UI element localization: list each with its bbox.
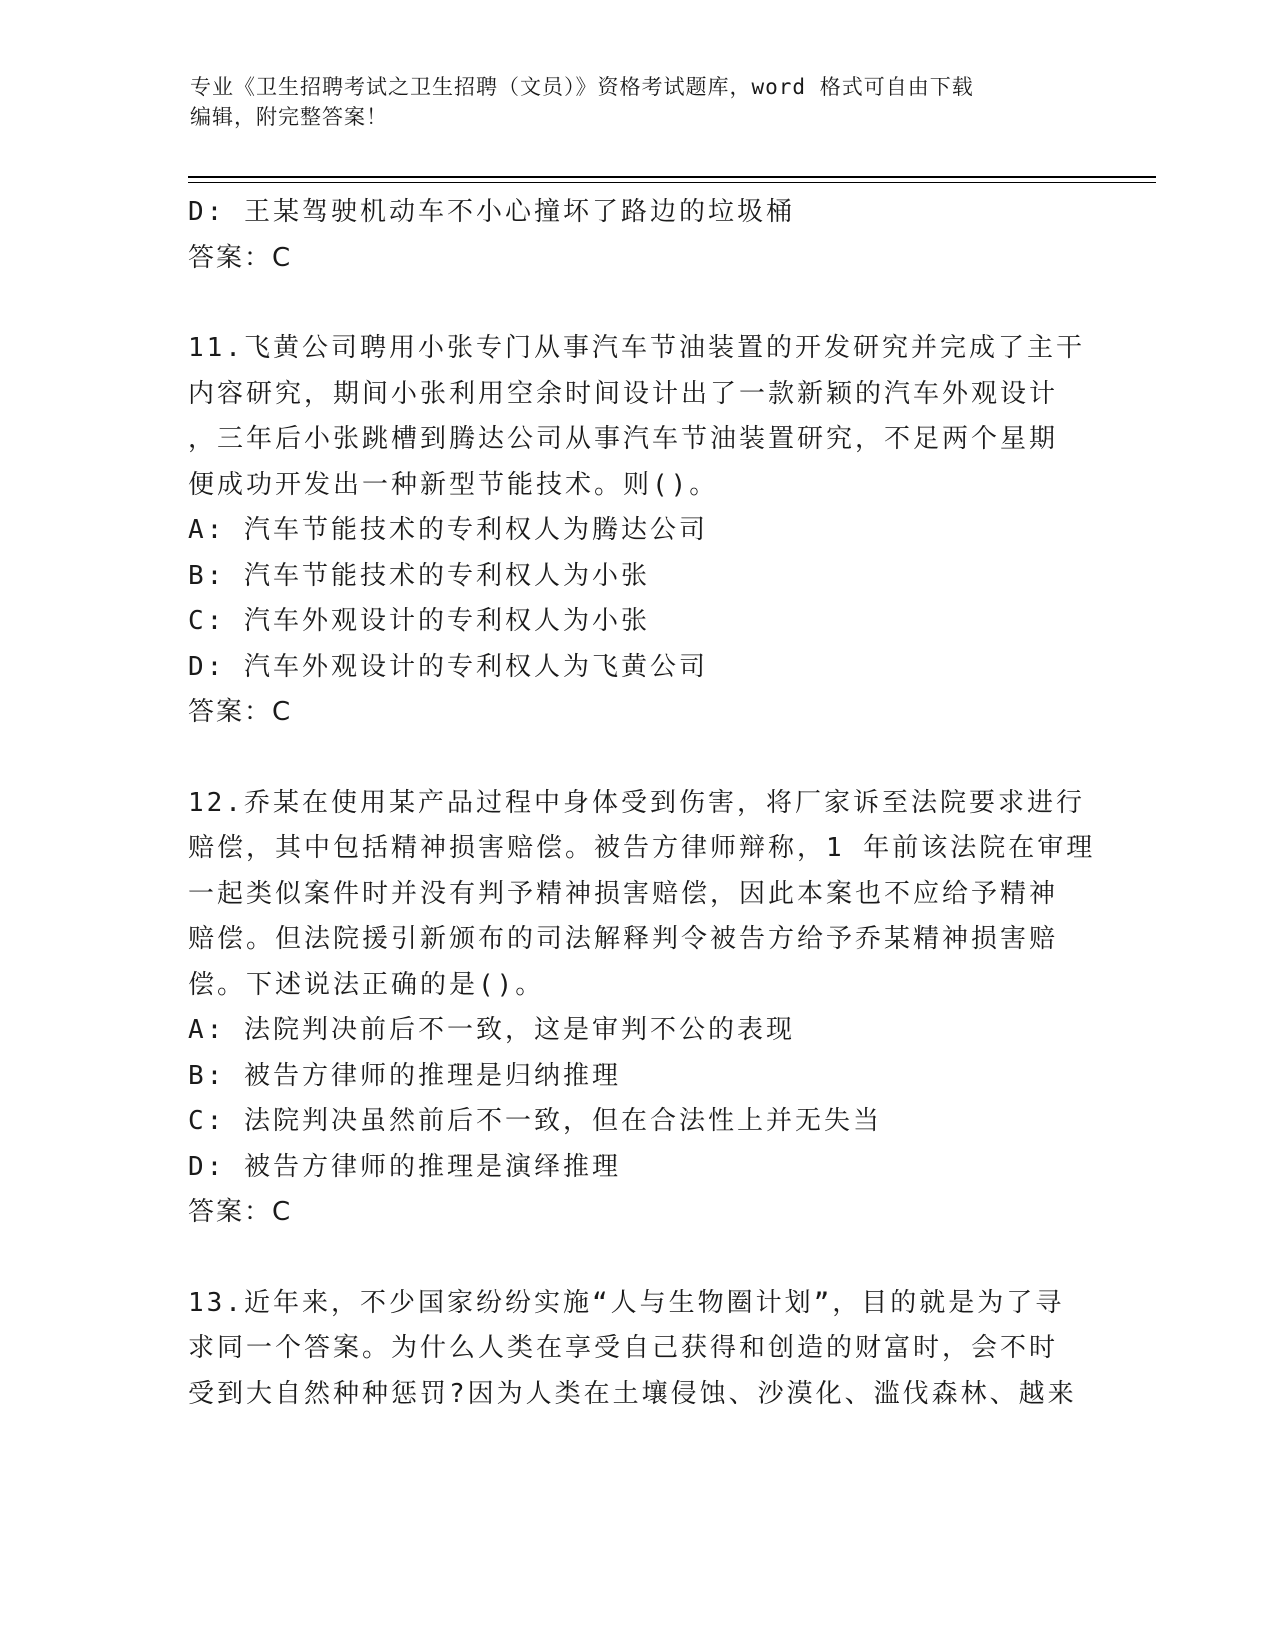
q11-stem-line: ，三年后小张跳槽到腾达公司从事汽车节油装置研究，不足两个星期 bbox=[188, 424, 1059, 454]
q12-option-c: C: 法院判决虽然前后不一致，但在合法性上并无失当 bbox=[188, 1106, 882, 1136]
q11-stem-line: 便成功开发出一种新型节能技术。则()。 bbox=[188, 469, 719, 500]
q11-answer: 答案：C bbox=[188, 697, 293, 727]
q11-stem-line: 内容研究，期间小张利用空余时间设计出了一款新颖的汽车外观设计 bbox=[188, 378, 1059, 409]
q12-stem-line: 12.乔某在使用某产品过程中身体受到伤害，将厂家诉至法院要求进行 bbox=[188, 787, 1085, 818]
q11-option-c: C: 汽车外观设计的专利权人为小张 bbox=[188, 606, 650, 636]
header-line-2: 编辑，附完整答案！ bbox=[190, 105, 388, 129]
q10-option-d: D: 王某驾驶机动车不小心撞坏了路边的垃圾桶 bbox=[188, 197, 795, 227]
q12-option-a: A: 法院判决前后不一致，这是审判不公的表现 bbox=[188, 1015, 795, 1045]
q12-stem-line: 偿。下述说法正确的是()。 bbox=[188, 969, 545, 1000]
q13-stem-line: 求同一个答案。为什么人类在享受自己获得和创造的财富时，会不时 bbox=[188, 1333, 1059, 1363]
q13-stem-line: 受到大自然种种惩罚?因为人类在土壤侵蚀、沙漠化、滥伐森林、越来 bbox=[188, 1378, 1077, 1409]
q12-stem-line: 一起类似案件时并没有判予精神损害赔偿，因此本案也不应给予精神 bbox=[188, 878, 1059, 909]
q12-option-b: B: 被告方律师的推理是归纳推理 bbox=[188, 1060, 621, 1091]
document-header bbox=[190, 72, 1090, 132]
header-divider-thin bbox=[188, 182, 1156, 183]
header-line-1: 专业《卫生招聘考试之卫生招聘（文员）》资格考试题库，word 格式可自由下载 bbox=[190, 75, 974, 99]
question-12 bbox=[188, 781, 1096, 1236]
q10-answer: 答案：C bbox=[188, 242, 293, 273]
q11-option-d: D: 汽车外观设计的专利权人为飞黄公司 bbox=[188, 651, 708, 682]
q12-option-d: D: 被告方律师的推理是演绎推理 bbox=[188, 1151, 621, 1182]
question-13 bbox=[188, 1281, 1088, 1418]
question-11 bbox=[188, 326, 1088, 736]
spacer bbox=[188, 1236, 1088, 1281]
q11-stem-line: 11.飞黄公司聘用小张专门从事汽车节油装置的开发研究并完成了主干 bbox=[188, 333, 1085, 363]
q12-stem-line: 赔偿。但法院援引新颁布的司法解释判令被告方给予乔某精神损害赔 bbox=[188, 924, 1059, 954]
spacer bbox=[188, 281, 1088, 326]
question-content bbox=[188, 190, 1096, 1417]
q12-answer: 答案：C bbox=[188, 1197, 293, 1227]
q11-option-a: A: 汽车节能技术的专利权人为腾达公司 bbox=[188, 515, 708, 545]
header-divider bbox=[188, 176, 1156, 178]
q12-stem-line: 赔偿，其中包括精神损害赔偿。被告方律师辩称，1 年前该法院在审理 bbox=[188, 833, 1096, 863]
q13-stem-line: 13.近年来，不少国家纷纷实施“人与生物圈计划”，目的就是为了寻 bbox=[188, 1287, 1065, 1318]
q11-option-b: B: 汽车节能技术的专利权人为小张 bbox=[188, 560, 650, 591]
spacer bbox=[188, 736, 1088, 781]
